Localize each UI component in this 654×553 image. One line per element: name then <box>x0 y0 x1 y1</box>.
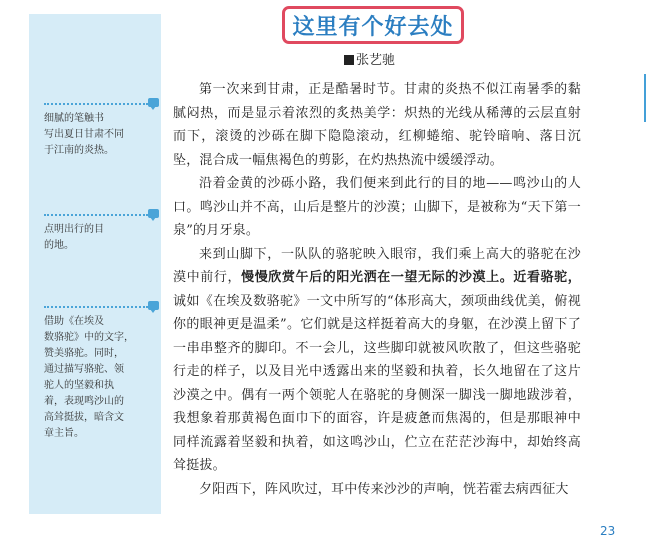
paragraph-4: 夕阳西下，阵风吹过，耳中传来沙沙的声响，恍若霍去病西征大 <box>199 481 569 497</box>
article-body <box>173 78 581 501</box>
author-line <box>344 49 395 68</box>
page-number: 23 <box>600 524 616 538</box>
margin-note-1: 细腻的笔触书 写出夏日甘肃不同 于江南的炎热。 <box>44 113 124 156</box>
article-title: 这里有个好去处 <box>292 14 454 40</box>
paragraph-3-bold: 慢慢欣赏午后的阳光洒在一望无际的沙漠上。近看骆驼， <box>241 270 581 285</box>
margin-note-3: 借助《在埃及 数骆驼》中的文字， 赞美骆驼。同时， 通过描写骆驼、领 驼人的坚毅和执 着，表现鸣沙山的 高耸挺拔，暗含文 章主旨。 <box>44 316 134 439</box>
paragraph-3 <box>173 243 581 478</box>
note-divider <box>44 103 148 105</box>
margin-note-2: 点明出行的目 的地。 <box>44 224 104 251</box>
author-square-icon <box>344 55 354 65</box>
title-frame <box>282 6 464 44</box>
note-divider <box>44 214 148 216</box>
paragraph-3-text-cont: 诚如《在埃及数骆驼》一文中所写的“体形高大，颈项曲线优美，俯视你的眼神更是温柔”。它们就是这样挺着高大的身躯，在沙漠上留下了一串串整齐的脚印。不一会儿，这些脚印就被风吹散了，但这些骆驼行走的样子，以及目光中透露出来的坚毅和执着，长久地留在了这片沙漠之中。偶有一两个领驼人在骆驼的身侧深一脚浅一脚地跋涉着，我想象着那黄褐色面巾下的面容，许是疲惫而焦渴的，但是那眼神中同样流露着坚毅和执着，如这鸣沙山，伫立在茫茫沙海中，却始终高耸挺拔。 <box>173 293 581 473</box>
comment-icon <box>148 98 159 107</box>
paragraph-1: 第一次来到甘肃，正是酷暑时节。甘肃的炎热不似江南暑季的黏腻闷热，而是显示着浓烈的炙热美学：炽热的光线从稀薄的云层直射而下，滚烫的沙砾在脚下隐隐滚动，红柳蜷缩、驼铃暗响、落日沉坠，混合成一幅焦褐色的剪影，在灼热热流中缓缓浮动。 <box>173 82 581 168</box>
page-edge-marker <box>644 74 646 122</box>
note-divider <box>44 306 148 308</box>
author-name: 张艺驰 <box>356 53 396 68</box>
paragraph-2: 沿着金黄的沙砾小路，我们便来到此行的目的地——鸣沙山的人口。鸣沙山并不高，山后是整片的沙漠；山脚下，是被称为“天下第一泉”的月牙泉。 <box>173 176 581 238</box>
paragraph-3-text: 来到山脚下，一队队的骆驼映入眼帘，我们乘上高大的骆驼在沙漠中前行， <box>173 246 581 285</box>
comment-icon <box>148 301 159 310</box>
comment-icon <box>148 209 159 218</box>
